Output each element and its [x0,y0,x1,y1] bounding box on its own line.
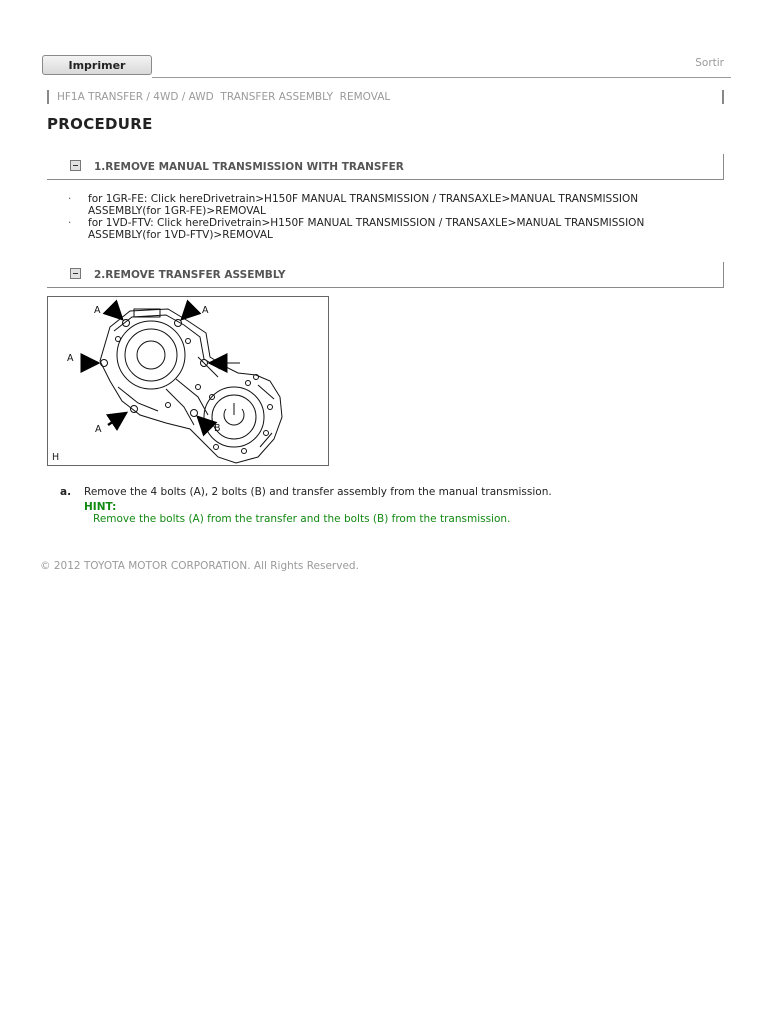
hint-text: Remove the bolts (A) from the transfer and the bolts (B) from the transmission. [93,513,511,525]
hint-label: HINT: [84,501,117,513]
step-2-header [47,262,724,288]
figure-code: H [52,452,60,463]
bullet-prefix: for 1VD-FTV: Click here [88,217,210,229]
transmission-drawing-icon [48,297,330,467]
bullet-icon: · [68,193,72,205]
step-1-bullets [68,193,688,241]
copyright-footer: © 2012 TOYOTA MOTOR CORPORATION. All Rights Reserved. [40,560,359,572]
drivetrain-link-1gr-fe[interactable]: Drivetrain>H150F MANUAL TRANSMISSION / TRANSAXLE>MANUAL TRANSMISSION ASSEMBLY(for 1GR-FE)>REMOVAL [88,193,639,217]
figure-label-b: B [214,423,221,434]
bullet-icon: · [68,217,72,229]
exit-link[interactable]: Sortir [695,57,724,69]
list-item [68,193,688,217]
page-title: PROCEDURE [47,115,153,133]
header-divider [152,77,731,78]
list-item [68,217,688,241]
breadcrumb: HF1A TRANSFER / 4WD / AWD TRANSFER ASSEMBLY REMOVAL [47,90,724,104]
instruction-label: a. [60,486,72,498]
instruction-text: Remove the 4 bolts (A), 2 bolts (B) and transfer assembly from the manual transmission. [84,486,552,498]
instruction-a [60,486,552,498]
bullet-prefix: for 1GR-FE: Click here [88,193,203,205]
figure-label-a: A [202,305,209,316]
transfer-bolt-illustration [47,296,329,466]
collapse-toggle-icon[interactable] [70,268,81,279]
figure-label-a: A [94,305,101,316]
drivetrain-link-1vd-ftv[interactable]: Drivetrain>H150F MANUAL TRANSMISSION / TRANSAXLE>MANUAL TRANSMISSION ASSEMBLY(for 1VD-FTV)>REMOVAL [88,217,645,241]
print-button[interactable]: Imprimer [42,55,152,75]
figure-label-a: A [67,353,74,364]
step-1-title: 1.REMOVE MANUAL TRANSMISSION WITH TRANSFER [94,161,404,173]
collapse-toggle-icon[interactable] [70,160,81,171]
step-2-title: 2.REMOVE TRANSFER ASSEMBLY [94,269,286,281]
step-1-header [47,154,724,180]
figure-label-a: A [95,424,102,435]
